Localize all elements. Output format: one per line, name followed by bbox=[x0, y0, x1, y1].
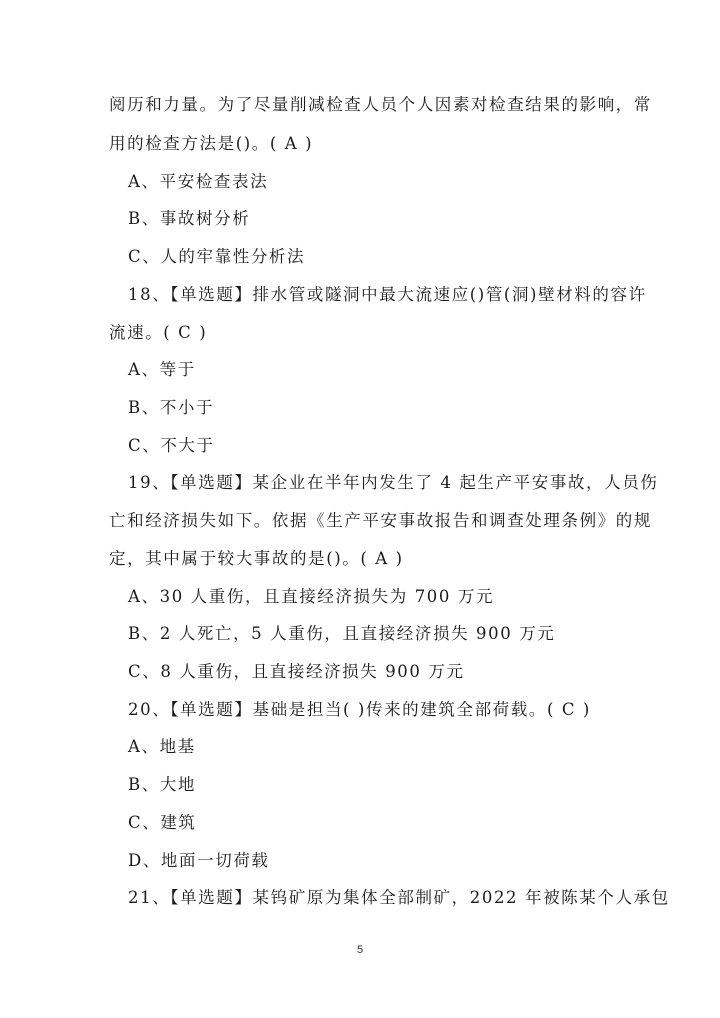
question-19-option-b: B、2 人死亡，5 人重伤，且直接经济损失 900 万元 bbox=[128, 624, 556, 643]
question-18-text-line-2: 流速。( C ) bbox=[109, 323, 208, 342]
page-number: 5 bbox=[356, 944, 364, 956]
question-18-text-line-1: 18、【单选题】排水管或隧洞中最大流速应()管(洞)壁材料的容许 bbox=[128, 285, 647, 304]
question-17-text-line-1: 阅历和力量。为了尽量削减检查人员个人因素对检查结果的影响，常 bbox=[109, 95, 652, 114]
question-20-option-a: A、地基 bbox=[128, 737, 196, 756]
question-19-text-line-1: 19、【单选题】某企业在半年内发生了 4 起生产平安事故，人员伤 bbox=[128, 473, 659, 492]
question-18-option-c: C、不大于 bbox=[128, 436, 215, 455]
question-18-option-b: B、不小于 bbox=[128, 398, 215, 417]
question-20-option-d: D、地面一切荷载 bbox=[128, 851, 270, 870]
question-20-text: 20、【单选题】基础是担当( )传来的建筑全部荷载。( C ) bbox=[128, 700, 591, 719]
question-20-option-c: C、建筑 bbox=[128, 813, 197, 832]
question-17-option-b: B、事故树分析 bbox=[128, 209, 251, 228]
question-21-text-line-1: 21、【单选题】某钨矿原为集体全部制矿，2022 年被陈某个人承包 bbox=[128, 888, 670, 907]
question-17-option-c: C、人的牢靠性分析法 bbox=[128, 247, 306, 266]
question-19-option-a: A、30 人重伤，且直接经济损失为 700 万元 bbox=[128, 587, 495, 606]
question-17-option-a: A、平安检查表法 bbox=[128, 172, 269, 191]
question-20-option-b: B、大地 bbox=[128, 775, 197, 794]
question-19-option-c: C、8 人重伤，且直接经济损失 900 万元 bbox=[128, 662, 465, 681]
question-18-option-a: A、等于 bbox=[128, 360, 196, 379]
question-19-text-line-3: 定，其中属于较大事故的是()。( A ) bbox=[109, 549, 404, 568]
question-19-text-line-2: 亡和经济损失如下。依据《生产平安事故报告和调查处理条例》的规 bbox=[109, 511, 652, 530]
question-17-text-line-2: 用的检查方法是()。( A ) bbox=[109, 134, 314, 153]
